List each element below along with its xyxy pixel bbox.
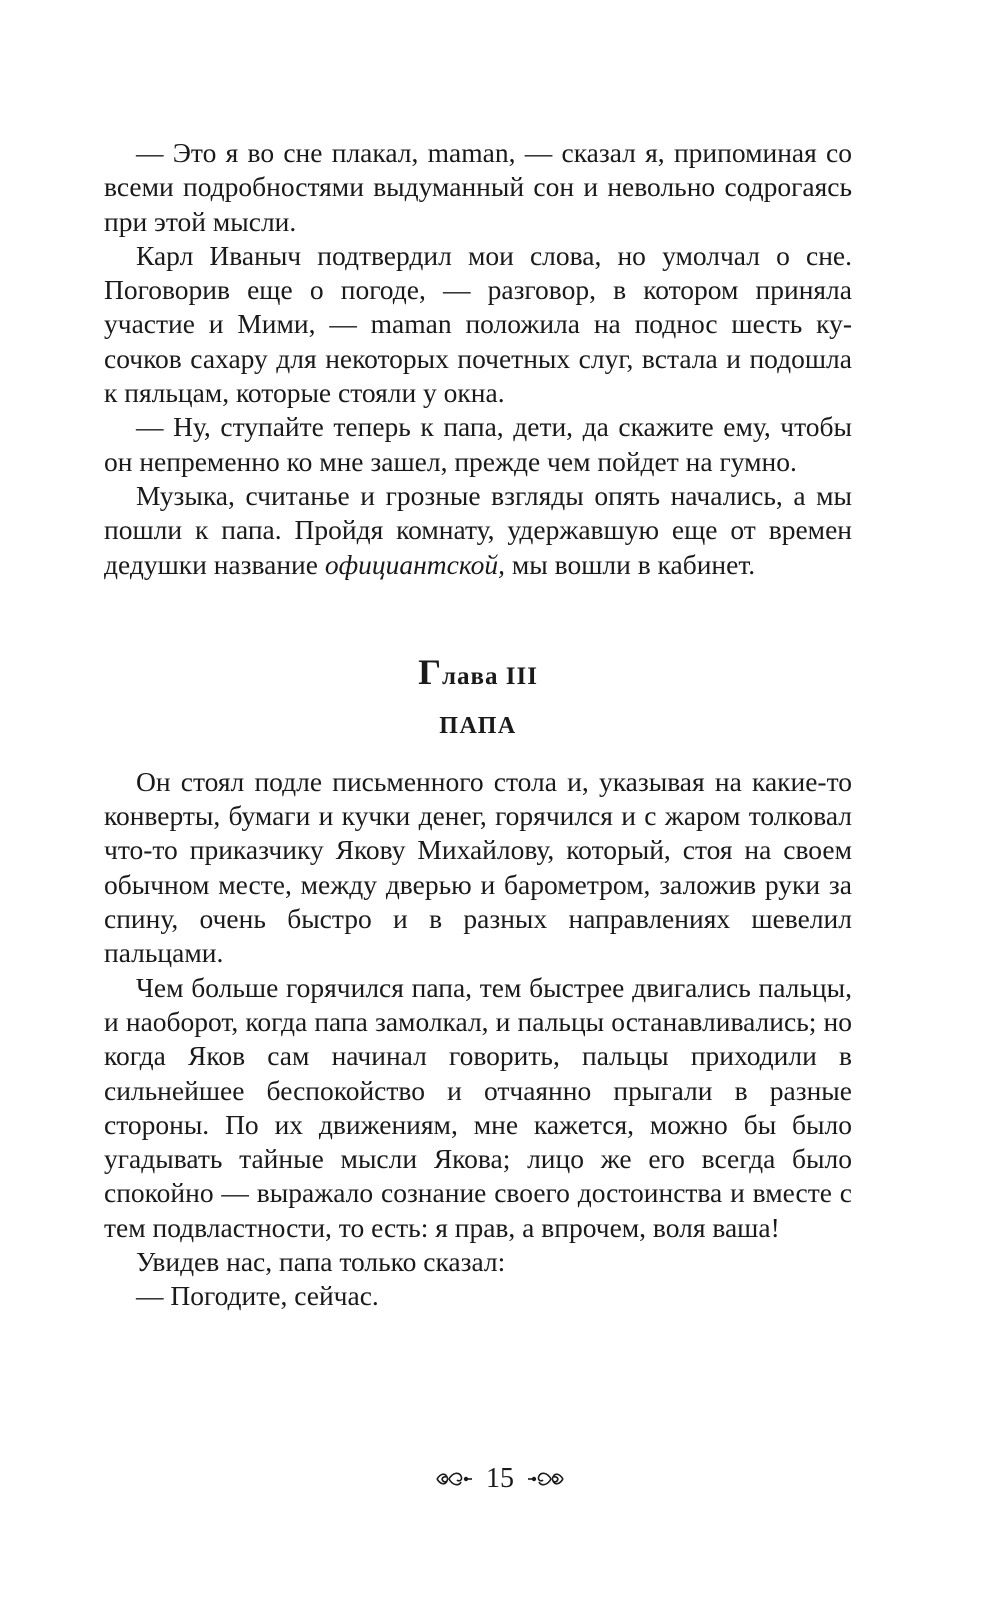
paragraph-music: [104, 479, 852, 582]
page-footer: [0, 1462, 1000, 1498]
paragraph-go-to-papa: — Ну, ступайте теперь к папа, дети, да скажите ему, чтобы он непременно ко мне зашел, прежде чем пойдет на гумно.: [104, 411, 852, 477]
chapter-title: [104, 650, 852, 699]
chapter-title-rest: лава III: [441, 662, 538, 690]
left-ornament-icon: [435, 1464, 473, 1498]
page-number: 15: [486, 1463, 514, 1494]
paragraph-fingers: Чем больше горячился папа, тем быстрее двигались пальцы, и наоборот, когда папа замолкал, и пальцы останавливались; но когда Яков сам начинал говорить, пальцы приходили в сильнейшее беспокойство и отчаянно прыгали в разные стороны. По их движениям, мне кажется, можно бы было угадывать тайные мысли Якова; лицо же его всегда было спокойно — выражало сознание своего достоинства и вместе с тем подвластности, то есть: я прав, а впрочем, воля ваша!: [104, 971, 852, 1243]
paragraph-seeing-us: Увидев нас, папа только сказал:: [136, 1246, 506, 1278]
paragraph-dream: — Это я во сне плакал, maman, — сказал я, припоминая со всеми подробностями выдуманный сон и невольно содрогаясь при этой мысли.: [104, 137, 852, 237]
chapter-title-initial: Г: [418, 651, 442, 692]
music-text-before: Музыка, считанье и грозные взгляды опять начались, а мы пошли к папа. Пройдя комнату, удержавшую еще от времен дедушки название: [104, 479, 852, 580]
paragraph-desk: Он стоял подле письменного стола и, указывая на какие-то конверты, бумаги и кучки денег, горячился и с жаром толковал что-то приказчику Якову Михайлову, который, стоя на своем обычном месте, между дверью и барометром, заложив руки за спину, очень быстро и в разных направлениях шевелил пальцами.: [104, 765, 852, 969]
music-text-after: мы вошли в кабинет.: [505, 548, 756, 580]
paragraph-wait: — Погодите, сейчас.: [136, 1280, 379, 1312]
paragraph-karl-ivanych: Карл Иваныч подтвердил мои слова, но умолчал о сне. Поговорив еще о погоде, — разговор, в котором приняла участие и Мими, — maman положила на поднос шесть кусочков сахару для некоторых почетных слуг, встала и подошла к пяльцам, которые стояли у окна.: [104, 239, 852, 409]
right-ornament-icon: [527, 1464, 565, 1498]
italic-officiant: официантской,: [324, 548, 506, 580]
chapter-subtitle: ПАПА: [439, 712, 517, 739]
page-body: [104, 136, 852, 1314]
